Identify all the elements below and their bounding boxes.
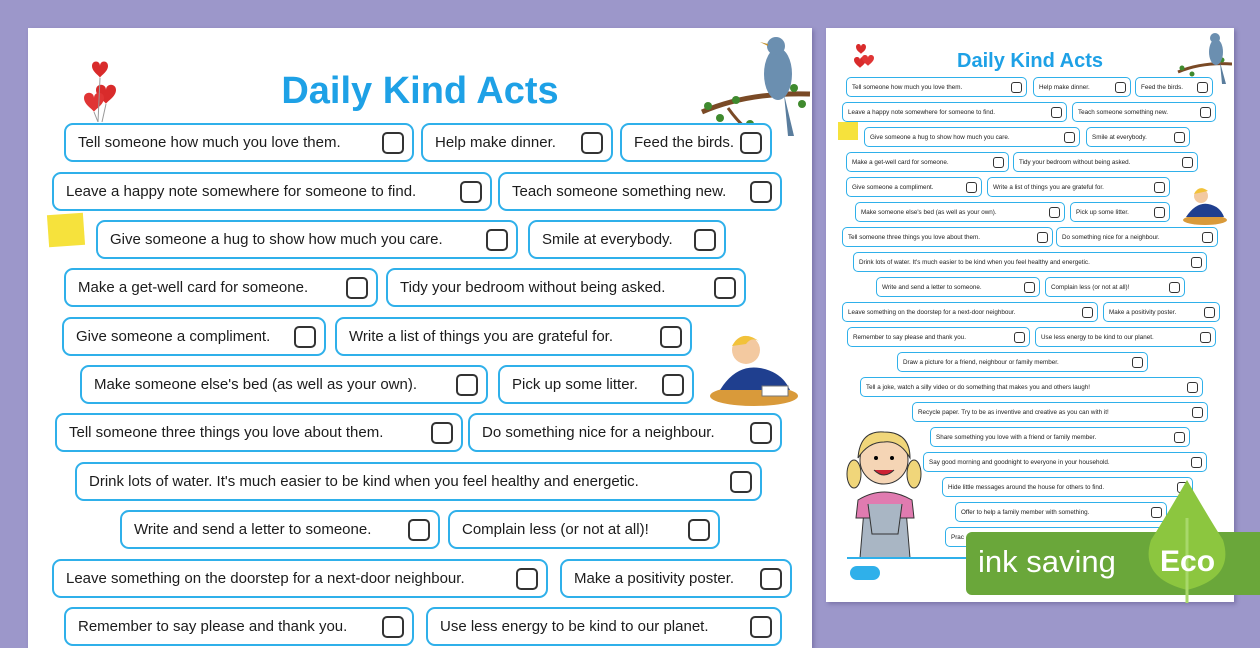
kind-act-checkbox[interactable] [714,277,736,299]
kind-act-checkbox[interactable] [456,374,478,396]
kind-act-label: Help make dinner. [1039,83,1090,91]
kind-act-item [923,452,1207,472]
kind-act-checkbox[interactable] [688,519,710,541]
kind-act-label: Remember to say please and thank you. [78,618,348,635]
kind-act-checkbox[interactable] [382,132,404,154]
kind-act-checkbox[interactable] [1049,207,1060,218]
kind-act-item [620,123,772,162]
kind-act-label: Offer to help a family member with something. [961,508,1090,516]
kind-act-label: Do something nice for a neighbour. [1062,233,1160,241]
kind-act-checkbox[interactable] [730,471,752,493]
kind-act-label: Complain less (or not at all)! [462,521,649,538]
kind-act-label: Write and send a letter to someone. [882,283,982,291]
kind-act-label: Write a list of things you are grateful for. [993,183,1104,191]
kind-act-label: Make a get-well card for someone. [852,158,949,166]
kind-act-item [846,177,982,197]
kind-act-label: Pick up some litter. [1076,208,1129,216]
kind-act-checkbox[interactable] [1202,232,1213,243]
kind-act-item [498,172,782,211]
kind-act-item [855,202,1065,222]
kind-act-item [1056,227,1218,247]
kind-act-item [1035,327,1216,347]
kind-act-checkbox[interactable] [1154,207,1165,218]
kind-act-label: Draw a picture for a friend, neighbour or family member. [903,358,1059,366]
kind-act-label: Say good morning and goodnight to everyone in your household. [929,458,1110,466]
kind-act-checkbox[interactable] [1174,432,1185,443]
kind-act-checkbox[interactable] [516,568,538,590]
kind-act-item [847,327,1030,347]
kind-act-label: Pick up some litter. [512,376,638,393]
heart-balloons-icon [76,56,132,122]
heart-balloons-icon [850,42,878,76]
kind-act-item [987,177,1170,197]
boy-writing-illustration [706,324,802,408]
kind-act-item [842,102,1067,122]
worksheet-title: Daily Kind Acts [281,70,559,112]
kind-act-item [860,377,1203,397]
kind-act-label: Share something you love with a friend or family member. [936,433,1097,441]
kind-act-item [1033,77,1131,97]
kind-act-label: Smile at everybody. [1092,133,1147,141]
kind-act-checkbox[interactable] [581,132,603,154]
kind-act-item [96,220,518,259]
kind-act-item [853,252,1207,272]
kind-act-label: Tell someone three things you love about them. [848,233,980,241]
kind-act-checkbox[interactable] [1132,357,1143,368]
kind-act-item [1070,202,1170,222]
kind-act-item [468,413,782,452]
kind-act-checkbox[interactable] [1169,282,1180,293]
kind-act-checkbox[interactable] [1154,182,1165,193]
kind-act-checkbox[interactable] [460,181,482,203]
kind-act-item [912,402,1208,422]
kind-act-checkbox[interactable] [740,132,762,154]
kind-act-checkbox[interactable] [750,422,772,444]
kind-act-item [1045,277,1185,297]
kind-act-item [846,152,1009,172]
worksheet-title-small: Daily Kind Acts [957,50,1103,72]
kind-act-item [448,510,720,549]
kind-act-label: Smile at everybody. [542,231,673,248]
kind-act-label: Tell someone how much you love them. [78,134,341,151]
kind-act-checkbox[interactable] [1197,82,1208,93]
kind-act-checkbox[interactable] [1191,257,1202,268]
kind-act-item [842,302,1098,322]
kind-act-item [55,413,463,452]
kind-act-item [1013,152,1198,172]
kind-act-item [421,123,613,162]
kind-act-checkbox[interactable] [1024,282,1035,293]
kind-act-checkbox[interactable] [1115,82,1126,93]
kind-act-label: Make someone else's bed (as well as your own). [861,208,997,216]
kind-act-checkbox[interactable] [1037,232,1048,243]
kind-act-item [75,462,762,501]
kind-act-label: Leave something on the doorstep for a next-door neighbour. [848,308,1016,316]
eco-label: Eco [1160,545,1216,578]
kind-act-item [64,607,414,646]
kind-act-label: Feed the birds. [1141,83,1184,91]
kind-act-label: Feed the birds. [634,134,735,151]
kind-act-label: Give someone a hug to show how much you care. [870,133,1010,141]
kind-act-item [955,502,1167,522]
kind-act-item [80,365,488,404]
kind-act-label: Complain less (or not at all)! [1051,283,1130,291]
kind-act-item [1072,102,1216,122]
kind-act-label: Make someone else's bed (as well as your own). [94,376,418,393]
kind-act-checkbox[interactable] [760,568,782,590]
kind-act-label: Prac [951,533,964,541]
kind-act-item [52,172,492,211]
kind-act-item [52,559,548,598]
kind-act-item [426,607,782,646]
kind-act-checkbox[interactable] [750,616,772,638]
kind-act-checkbox[interactable] [1174,132,1185,143]
kind-act-label: Use less energy to be kind to our planet. [440,618,709,635]
kind-act-label: Help make dinner. [435,134,556,151]
kind-act-label: Give someone a hug to show how much you care. [110,231,443,248]
kind-act-item [846,77,1027,97]
kind-act-checkbox[interactable] [1187,382,1198,393]
kind-act-checkbox[interactable] [1082,307,1093,318]
kind-act-item [1086,127,1190,147]
kind-act-label: Write a list of things you are grateful for. [349,328,614,345]
kind-act-item [930,427,1190,447]
kind-act-checkbox[interactable] [346,277,368,299]
kind-act-label: Make a positivity poster. [1109,308,1177,316]
kind-act-item [897,352,1148,372]
kind-act-item [528,220,726,259]
twinkl-logo-icon [850,566,880,580]
kind-act-item [335,317,692,356]
kind-act-checkbox[interactable] [1191,457,1202,468]
kind-act-label: Make a get-well card for someone. [78,279,309,296]
kind-act-label: Make a positivity poster. [574,570,735,587]
kind-act-item [864,127,1080,147]
kind-act-label: Hide little messages around the house for others to find. [948,483,1105,491]
kind-act-label: Tidy your bedroom without being asked. [400,279,666,296]
kind-act-item [64,123,414,162]
kind-act-label: Leave something on the doorstep for a next-door neighbour. [66,570,465,587]
kind-act-checkbox[interactable] [662,374,684,396]
kind-act-item [842,227,1053,247]
kind-act-label: Drink lots of water. It's much easier to be kind when you feel healthy and energetic. [859,258,1090,266]
kind-act-checkbox[interactable] [750,181,772,203]
kind-act-label: Do something nice for a neighbour. [482,424,715,441]
kind-act-label: Write and send a letter to someone. [134,521,372,538]
kind-act-item [64,268,378,307]
kind-act-checkbox[interactable] [408,519,430,541]
kind-act-label: Remember to say please and thank you. [853,333,967,341]
kind-act-item [498,365,694,404]
kind-act-label: Tell a joke, watch a silly video or do something that makes you and others laugh! [866,383,1091,391]
kind-act-label: Tell someone how much you love them. [852,83,963,91]
kind-act-checkbox[interactable] [694,229,716,251]
kind-act-checkbox[interactable] [1182,157,1193,168]
kind-act-checkbox[interactable] [1200,107,1211,118]
kind-act-label: Leave a happy note somewhere for someone to find. [848,108,996,116]
kind-act-item [876,277,1040,297]
kind-act-checkbox[interactable] [1014,332,1025,343]
kind-act-item [386,268,746,307]
kind-act-checkbox[interactable] [431,422,453,444]
kind-act-label: Recycle paper. Try to be as inventive and creative as you can with it! [918,408,1109,416]
kind-act-checkbox[interactable] [1204,307,1215,318]
sticky-note-icon [838,122,858,140]
kind-act-checkbox[interactable] [1011,82,1022,93]
sticky-note-icon [47,213,85,247]
kind-act-label: Tell someone three things you love about them. [69,424,384,441]
girl-illustration [844,414,924,558]
worksheet-preview-large [28,28,812,648]
kind-act-item [120,510,440,549]
kind-act-label: Give someone a compliment. [76,328,271,345]
kind-act-item [1103,302,1220,322]
kind-act-checkbox[interactable] [993,157,1004,168]
kind-act-checkbox[interactable] [660,326,682,348]
kind-act-label: Give someone a compliment. [852,183,934,191]
kind-act-checkbox[interactable] [1192,407,1203,418]
kind-act-label: Leave a happy note somewhere for someone to find. [66,183,417,200]
kind-act-label: Tidy your bedroom without being asked. [1019,158,1131,166]
kind-act-label: Drink lots of water. It's much easier to be kind when you feel healthy and energetic. [89,473,639,490]
kind-act-label: Teach someone something new. [512,183,727,200]
kind-act-checkbox[interactable] [1064,132,1075,143]
kind-act-item [62,317,326,356]
boy-writing-illustration [1180,182,1230,226]
kind-act-item [1135,77,1213,97]
kind-act-checkbox[interactable] [1051,107,1062,118]
kind-act-checkbox[interactable] [486,229,508,251]
kind-act-checkbox[interactable] [382,616,404,638]
kind-act-checkbox[interactable] [1200,332,1211,343]
ink-saving-label: ink saving [978,544,1116,579]
kind-act-checkbox[interactable] [966,182,977,193]
kind-act-item [560,559,792,598]
kind-act-checkbox[interactable] [294,326,316,348]
kind-act-label: Teach someone something new. [1078,108,1168,116]
kind-act-label: Use less energy to be kind to our planet. [1041,333,1154,341]
